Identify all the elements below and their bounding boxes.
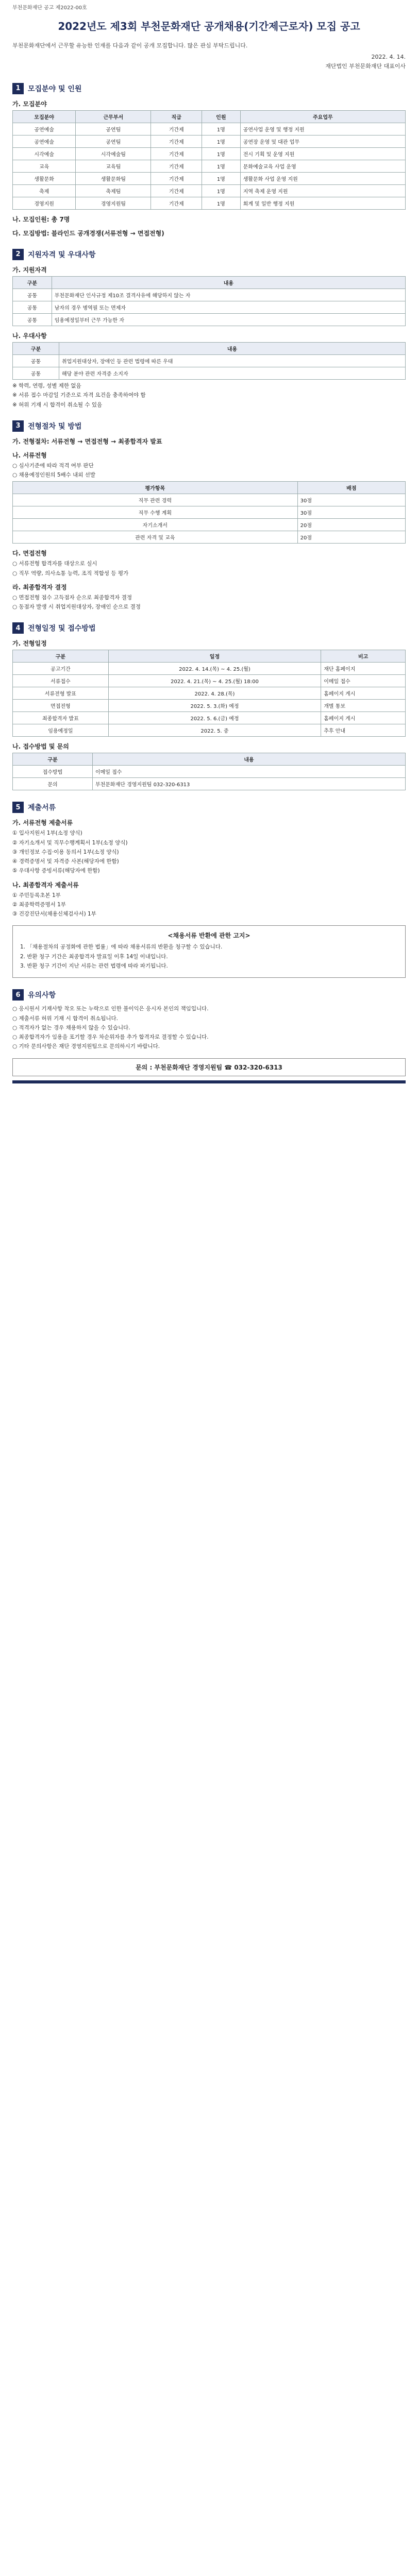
section-4-header — [12, 622, 406, 634]
notice-number: 부천문화재단 공고 제2022-00호 — [12, 5, 87, 11]
table-cell: 2022. 5. 3.(화) 예정 — [108, 700, 321, 712]
table-cell: 기간제 — [151, 184, 202, 197]
table-cell: 홈페이지 게시 — [321, 712, 406, 724]
table-cell: 2022. 5. 6.(금) 예정 — [108, 712, 321, 724]
column-header: 내용 — [59, 342, 405, 354]
table-cell: 직무 관련 경력 — [13, 494, 298, 506]
column-header: 직급 — [151, 110, 202, 123]
list-item: ① 주민등록초본 1부 — [12, 892, 61, 899]
table-cell: 생활문화 — [13, 172, 76, 184]
section-number: 1 — [12, 83, 24, 94]
table-cell: 전시 기획 및 운영 지원 — [240, 147, 405, 160]
intro-text: 부천문화재단에서 근무할 유능한 인재를 다음과 같이 공개 모집합니다. 많은 관심 부탁드립니다. — [12, 42, 248, 49]
column-header: 일정 — [108, 650, 321, 663]
column-header: 비고 — [321, 650, 406, 663]
table-cell: 2022. 4. 21.(목) ~ 4. 25.(월) 18:00 — [108, 675, 321, 687]
notice-date: 2022. 4. 14. — [371, 53, 406, 60]
list-item: ○ 응시원서 기재사항 착오 또는 누락으로 인한 불이익은 응시자 본인의 책임입니다. — [12, 1006, 209, 1012]
table-cell: 공통 — [13, 367, 59, 379]
section-6-header — [12, 989, 406, 1001]
subheading: 라. 최종합격자 결정 — [12, 583, 67, 591]
column-header: 평가항목 — [13, 482, 298, 494]
list-item: 2. 반환 청구 기간은 최종합격자 발표일 이후 14일 이내입니다. — [20, 953, 168, 960]
list-item: ③ 개인정보 수집·이용 동의서 1부(소정 양식) — [12, 849, 119, 855]
column-header: 내용 — [52, 276, 405, 289]
list-item: ② 자기소개서 및 직무수행계획서 1부(소정 양식) — [12, 839, 128, 846]
table-cell: 2022. 4. 28.(목) — [108, 687, 321, 700]
table-cell: 문의 — [13, 778, 93, 790]
subheading: 다. 모집방법: 블라인드 공개경쟁(서류전형 → 면접전형) — [12, 229, 164, 237]
table-cell: 생활문화 사업 운영 지원 — [240, 172, 405, 184]
table-cell: 공통 — [13, 301, 52, 313]
table-row — [13, 135, 406, 147]
list-item: ○ 최종합격자가 임용을 포기할 경우 차순위자를 추가 합격자로 결정할 수 있습니다. — [12, 1034, 209, 1041]
table-cell: 개별 통보 — [321, 700, 406, 712]
table-cell: 1명 — [202, 184, 240, 197]
table-row — [13, 289, 406, 301]
subheading: 가. 전형절차: 서류전형 → 면접전형 → 최종합격자 발표 — [12, 437, 162, 445]
table-row — [13, 687, 406, 700]
final-documents-list — [12, 891, 406, 919]
section-3-header — [12, 420, 406, 432]
table-cell: 최종합격자 발표 — [13, 712, 109, 724]
table-cell: 공연예술 — [13, 135, 76, 147]
table-cell: 취업지원대상자, 장애인 등 관련 법령에 따른 우대 — [59, 354, 405, 367]
table-cell: 재단 홈페이지 — [321, 663, 406, 675]
notice-box-title: <채용서류 반환에 관한 고지> — [168, 932, 250, 940]
table-cell: 1명 — [202, 123, 240, 135]
table-cell: 기간제 — [151, 123, 202, 135]
table-cell: 서류전형 발표 — [13, 687, 109, 700]
subheading: 나. 우대사항 — [12, 332, 47, 340]
table-cell: 축제팀 — [76, 184, 151, 197]
table-cell: 기간제 — [151, 197, 202, 209]
table-cell: 경영지원 — [13, 197, 76, 209]
table-row — [13, 519, 406, 531]
column-header: 주요업무 — [240, 110, 405, 123]
table-row — [13, 506, 406, 519]
table-row — [13, 700, 406, 712]
table-row — [13, 712, 406, 724]
table-cell: 직무 수행 계획 — [13, 506, 298, 519]
table-cell: 공고기간 — [13, 663, 109, 675]
column-header: 구분 — [13, 342, 59, 354]
table-cell: 20점 — [297, 531, 405, 544]
table-cell: 회계 및 일반 행정 지원 — [240, 197, 405, 209]
list-item: ○ 적격자가 없는 경우 채용하지 않을 수 있습니다. — [12, 1024, 130, 1031]
section-title: 제출서류 — [28, 804, 56, 812]
table-cell: 관련 자격 및 교육 — [13, 531, 298, 544]
list-item: ① 입사지원서 1부(소정 양식) — [12, 830, 82, 837]
table-cell: 시각예술팀 — [76, 147, 151, 160]
section-title: 전형일정 및 접수방법 — [28, 624, 96, 633]
table-row — [13, 766, 406, 778]
table-row — [13, 160, 406, 172]
table-cell: 해당 분야 관련 자격증 소지자 — [59, 367, 405, 379]
table-cell: 면접전형 — [13, 700, 109, 712]
section-1-header — [12, 83, 406, 94]
documents-list — [12, 829, 406, 875]
list-item: ※ 허위 기재 시 합격이 취소될 수 있음 — [12, 401, 103, 408]
table-cell: 교육팀 — [76, 160, 151, 172]
column-header: 근무부서 — [76, 110, 151, 123]
column-header: 인원 — [202, 110, 240, 123]
subheading: 가. 모집분야 — [12, 100, 47, 108]
section-number: 6 — [12, 989, 24, 1001]
table-cell: 1명 — [202, 147, 240, 160]
section-5-header — [12, 802, 406, 813]
subheading: 다. 면접전형 — [12, 550, 47, 557]
table-cell: 남자의 경우 병역필 또는 면제자 — [52, 301, 405, 313]
table-cell: 공통 — [13, 354, 59, 367]
table-row — [13, 172, 406, 184]
table-cell: 기간제 — [151, 147, 202, 160]
table-row — [13, 301, 406, 313]
list-item: ※ 학력, 연령, 성별 제한 없음 — [12, 382, 81, 389]
table-cell: 서류접수 — [13, 675, 109, 687]
section-title: 전형절차 및 방법 — [28, 422, 82, 431]
table-cell: 문화예술교육 사업 운영 — [240, 160, 405, 172]
table-cell: 공연팀 — [76, 135, 151, 147]
subheading: 가. 서류전형 제출서류 — [12, 819, 73, 827]
table-row — [13, 147, 406, 160]
table-cell: 1명 — [202, 135, 240, 147]
section-2-header — [12, 249, 406, 260]
section-number: 2 — [12, 249, 24, 260]
table-cell: 경영지원팀 — [76, 197, 151, 209]
table-cell: 기간제 — [151, 172, 202, 184]
notice-date-block — [12, 53, 406, 72]
table-cell: 공연장 운영 및 대관 업무 — [240, 135, 405, 147]
list-item: ○ 제출서류 허위 기재 시 합격이 취소됩니다. — [12, 1015, 118, 1022]
top-bar — [12, 0, 406, 13]
table-cell: 1명 — [202, 160, 240, 172]
section-title: 유의사항 — [28, 991, 56, 1000]
list-item: ○ 채용예정인원의 5배수 내외 선발 — [12, 472, 96, 479]
subheading: 나. 모집인원: 총 7명 — [12, 215, 70, 223]
table-cell: 공연사업 운영 및 행정 지원 — [240, 123, 405, 135]
list-item: ② 최종학력증명서 1부 — [12, 901, 66, 908]
footer-contact: 문의 : 부천문화재단 경영지원팀 ☎ 032-320-6313 — [12, 1058, 406, 1076]
list-item: ○ 기타 문의사항은 재단 경영지원팀으로 문의하시기 바랍니다. — [12, 1043, 160, 1050]
notice-box-list — [20, 943, 398, 970]
qualification-table — [12, 276, 406, 326]
table-row — [13, 494, 406, 506]
list-item: ○ 심사기준에 따라 적격 여부 판단 — [12, 462, 94, 469]
column-header: 내용 — [92, 753, 405, 766]
column-header: 구분 — [13, 650, 109, 663]
subheading: 나. 최종합격자 제출서류 — [12, 881, 79, 889]
table-cell: 이메일 접수 — [92, 766, 405, 778]
section-number: 3 — [12, 420, 24, 432]
page-title: 2022년도 제3회 부천문화재단 공개채용(기간제근로자) 모집 공고 — [58, 20, 360, 32]
table-cell: 공통 — [13, 289, 52, 301]
table-cell: 부천문화재단 인사규정 제10조 결격사유에 해당하지 않는 자 — [52, 289, 405, 301]
table-row — [13, 367, 406, 379]
table-cell: 2022. 4. 14.(목) ~ 4. 25.(월) — [108, 663, 321, 675]
table-cell: 공연예술 — [13, 123, 76, 135]
list-item: ○ 서류전형 합격자를 대상으로 실시 — [12, 561, 97, 567]
table-cell: 교육 — [13, 160, 76, 172]
table-cell: 추후 안내 — [321, 724, 406, 737]
schedule-table — [12, 650, 406, 737]
list-item: 1. 「채용절차의 공정화에 관한 법률」에 따라 채용서류의 반환을 청구할 수 있습니다. — [20, 944, 223, 951]
list-item: ③ 건강진단서(채용신체검사서) 1부 — [12, 911, 96, 918]
table-cell: 부천문화재단 경영지원팀 032-320-6313 — [92, 778, 405, 790]
table-row — [13, 123, 406, 135]
subheading: 나. 서류전형 — [12, 451, 47, 459]
table-cell: 20점 — [297, 519, 405, 531]
notice-org: 재단법인 부천문화재단 대표이사 — [325, 63, 406, 70]
doc-review-list — [12, 462, 406, 480]
table-row — [13, 531, 406, 544]
list-item: ④ 경력증명서 및 자격증 사본(해당자에 한함) — [12, 858, 119, 865]
column-header: 구분 — [13, 276, 52, 289]
table-cell: 이메일 접수 — [321, 675, 406, 687]
column-header: 구분 — [13, 753, 93, 766]
bottom-bar — [12, 1080, 406, 1083]
table-cell: 임용예정일부터 근무 가능한 자 — [52, 313, 405, 326]
subheading: 가. 전형일정 — [12, 640, 47, 648]
table-row — [13, 675, 406, 687]
table-cell: 자기소개서 — [13, 519, 298, 531]
list-item: ⑤ 우대사항 증빙서류(해당자에 한함) — [12, 868, 100, 874]
table-cell: 축제 — [13, 184, 76, 197]
contact-table — [12, 753, 406, 790]
document-return-notice — [12, 925, 406, 978]
notes-list — [12, 382, 406, 409]
list-item: ※ 서류 접수 마감일 기준으로 자격 요건을 충족하여야 함 — [12, 392, 146, 399]
table-row — [13, 313, 406, 326]
list-item: ○ 직무 역량, 의사소통 능력, 조직 적합성 등 평가 — [12, 570, 129, 577]
table-cell: 접수방법 — [13, 766, 93, 778]
final-list — [12, 594, 406, 612]
table-cell: 시각예술 — [13, 147, 76, 160]
table-cell: 30점 — [297, 506, 405, 519]
table-cell: 임용예정일 — [13, 724, 109, 737]
subheading: 나. 접수방법 및 문의 — [12, 743, 69, 751]
table-cell: 2022. 5. 중 — [108, 724, 321, 737]
table-row — [13, 724, 406, 737]
section-number: 5 — [12, 802, 24, 813]
table-row — [13, 663, 406, 675]
list-item: ○ 면접전형 점수 고득점자 순으로 최종합격자 결정 — [12, 594, 132, 601]
section-title: 모집분야 및 인원 — [28, 84, 82, 93]
table-cell: 30점 — [297, 494, 405, 506]
table-row — [13, 197, 406, 209]
table-cell: 1명 — [202, 197, 240, 209]
table-row — [13, 354, 406, 367]
recruit-table — [12, 110, 406, 210]
interview-list — [12, 560, 406, 578]
preference-table — [12, 342, 406, 380]
table-cell: 기간제 — [151, 160, 202, 172]
list-item: 3. 반환 청구 기간이 지난 서류는 관련 법령에 따라 파기됩니다. — [20, 963, 168, 970]
section-number: 4 — [12, 622, 24, 634]
table-cell: 홈페이지 게시 — [321, 687, 406, 700]
evaluation-table — [12, 481, 406, 544]
notice-page — [0, 0, 418, 1094]
column-header: 배점 — [297, 482, 405, 494]
table-cell: 기간제 — [151, 135, 202, 147]
section-title: 지원자격 및 우대사항 — [28, 250, 96, 259]
table-cell: 공연팀 — [76, 123, 151, 135]
list-item: ○ 동점자 발생 시 취업지원대상자, 장애인 순으로 결정 — [12, 604, 141, 611]
table-row — [13, 778, 406, 790]
table-cell: 생활문화팀 — [76, 172, 151, 184]
table-cell: 1명 — [202, 172, 240, 184]
table-cell: 지역 축제 운영 지원 — [240, 184, 405, 197]
table-cell: 공통 — [13, 313, 52, 326]
column-header: 모집분야 — [13, 110, 76, 123]
cautions-list — [12, 1005, 406, 1050]
subheading: 가. 지원자격 — [12, 266, 47, 274]
table-row — [13, 184, 406, 197]
